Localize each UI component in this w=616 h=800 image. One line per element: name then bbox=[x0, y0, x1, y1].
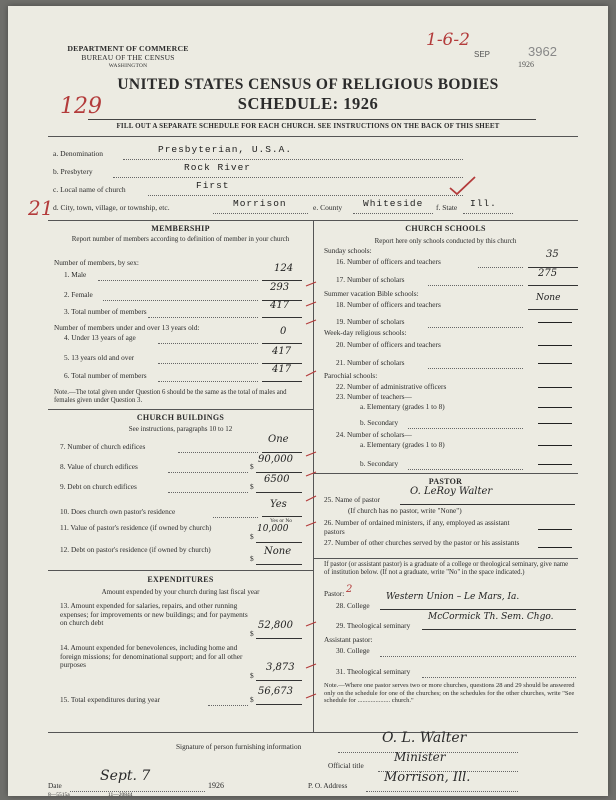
assistant-sublabel: Assistant pastor: bbox=[324, 635, 373, 644]
denomination-value: Presbyterian, U.S.A. bbox=[158, 144, 293, 155]
by-sex-label: Number of members, by sex: bbox=[54, 258, 139, 267]
q14-dollar: $ bbox=[250, 671, 254, 680]
margin-mark: 21 bbox=[28, 196, 54, 220]
q1-label: 1. Male bbox=[64, 270, 87, 279]
q6-value: 417 bbox=[272, 364, 292, 375]
q31-leader bbox=[422, 676, 576, 678]
q24b-label: b. Secondary bbox=[360, 459, 399, 468]
q26-dash bbox=[538, 529, 572, 530]
schools-title: CHURCH SCHOOLS bbox=[405, 224, 486, 233]
form-number: 8—5515a bbox=[48, 792, 70, 796]
department-block bbox=[48, 44, 208, 71]
q12-label: 12. Debt on pastor's residence (if owned by church) bbox=[60, 545, 211, 554]
county-value: Whiteside bbox=[363, 198, 424, 209]
date-value: Sept. 7 bbox=[100, 768, 151, 784]
q19-label: 19. Number of scholars bbox=[336, 317, 405, 326]
official-title-label: Official title bbox=[328, 761, 364, 770]
print-number: 11—20844 bbox=[108, 792, 133, 796]
q4-label: 4. Under 13 years of age bbox=[64, 333, 136, 342]
q12-value: None bbox=[264, 546, 292, 557]
presbytery-value: Rock River bbox=[184, 162, 252, 173]
q6-underline bbox=[262, 381, 302, 382]
q28-underline bbox=[380, 609, 576, 610]
handwritten-number: 129 bbox=[60, 94, 102, 119]
official-title-value: Minister bbox=[394, 750, 446, 764]
stamp-number: 3962 bbox=[528, 44, 557, 59]
q22-label: 22. Number of administrative officers bbox=[336, 382, 447, 391]
summer-label: Summer vacation Bible schools: bbox=[324, 289, 419, 298]
q1-value: 124 bbox=[274, 263, 294, 274]
q30-label: 30. College bbox=[336, 646, 370, 655]
q9-label: 9. Debt on church edifices bbox=[60, 482, 137, 491]
q25-note: (If church has no pastor, write "None") bbox=[348, 506, 462, 515]
q3-value: 417 bbox=[270, 300, 290, 311]
q29-underline bbox=[422, 629, 576, 630]
q13-underline bbox=[256, 638, 302, 639]
q31-label: 31. Theological seminary bbox=[336, 667, 411, 676]
q20-dash bbox=[538, 345, 572, 346]
q17-value: 275 bbox=[538, 268, 558, 279]
q23-label: 23. Number of teachers— bbox=[336, 392, 412, 401]
q7-value: One bbox=[268, 434, 289, 445]
date-label: Date bbox=[48, 781, 62, 790]
address-value: Morrison, Ill. bbox=[384, 770, 471, 785]
red-tally-marks bbox=[304, 276, 318, 386]
q4-underline bbox=[262, 343, 302, 344]
q15-underline bbox=[256, 704, 302, 705]
q2-leader bbox=[103, 299, 258, 301]
red-mark-2: 2 bbox=[346, 584, 353, 595]
q19-dash bbox=[538, 322, 572, 323]
city-label: d. City, town, village, or township, etc. bbox=[53, 203, 170, 212]
q14-label: 14. Amount expended for benevolences, including home and foreign missions; for denominational support; and for all other purposes bbox=[60, 643, 243, 669]
state-label: f. State bbox=[436, 203, 458, 212]
bureau-name: BUREAU OF THE CENSUS bbox=[81, 53, 175, 62]
q15-value: 56,673 bbox=[258, 686, 293, 697]
q8-leader bbox=[168, 471, 248, 473]
q18-value: None bbox=[536, 293, 561, 303]
q24b-dash bbox=[538, 464, 572, 465]
q28-value: Western Union – Le Mars, Ia. bbox=[386, 592, 520, 602]
q3-underline bbox=[262, 317, 302, 318]
city-name: WASHINGTON bbox=[108, 63, 148, 69]
buildings-title: CHURCH BUILDINGS bbox=[136, 413, 225, 422]
q24-label: 24. Number of scholars— bbox=[336, 430, 412, 439]
q28-label: 28. College bbox=[336, 601, 370, 610]
title-rule bbox=[88, 119, 536, 120]
q25-label: 25. Name of pastor bbox=[324, 495, 380, 504]
q8-label: 8. Value of church edifices bbox=[60, 462, 138, 471]
q8-value: 90,000 bbox=[258, 454, 293, 465]
college-intro: If pastor (or assistant pastor) is a graduate of a college or theological seminary, give name of institution below. (If not a graduate, write "No" in the space indicated.) bbox=[324, 561, 569, 576]
expenditures-rule bbox=[48, 570, 313, 571]
q9-dollar: $ bbox=[250, 482, 254, 491]
county-label: e. County bbox=[313, 203, 343, 212]
q1-leader bbox=[98, 279, 258, 281]
q5-leader bbox=[158, 362, 258, 364]
received-stamp-year: 1926 bbox=[518, 60, 534, 69]
schools-intro: Report here only schools conducted by this church bbox=[374, 237, 517, 245]
q23b-label: b. Secondary bbox=[360, 418, 399, 427]
q9-underline bbox=[256, 492, 302, 493]
instructions-line: FILL OUT A SEPARATE SCHEDULE FOR EACH CHURCH. SEE INSTRUCTIONS ON THE BACK OF THIS SHEET bbox=[116, 122, 500, 130]
census-schedule-sheet bbox=[8, 6, 608, 796]
college-rule bbox=[313, 558, 578, 559]
expenditures-title: EXPENDITURES bbox=[147, 575, 214, 584]
q3-leader bbox=[148, 316, 258, 318]
form-title: UNITED STATES CENSUS OF RELIGIOUS BODIES bbox=[117, 76, 499, 93]
q9-value: 6500 bbox=[264, 474, 290, 485]
buildings-rule bbox=[48, 409, 313, 410]
q29-value: McCormick Th. Sem. Chgo. bbox=[428, 612, 554, 622]
q12-dollar: $ bbox=[250, 554, 254, 563]
schedule-title: SCHEDULE: 1926 bbox=[237, 94, 379, 113]
city-value: Morrison bbox=[233, 198, 287, 209]
q16-leader bbox=[478, 266, 523, 268]
q2-value: 293 bbox=[270, 282, 290, 293]
q21-dash bbox=[538, 363, 572, 364]
q10-leader bbox=[213, 516, 258, 518]
q17-leader bbox=[428, 284, 523, 286]
signature-value: O. L. Walter bbox=[382, 730, 467, 746]
q13-value: 52,800 bbox=[258, 620, 293, 631]
q25-value: O. LeRoy Walter bbox=[410, 486, 493, 497]
county-line bbox=[353, 212, 433, 214]
address-line bbox=[366, 790, 518, 792]
q6-label: 6. Total number of members bbox=[64, 371, 147, 380]
q23b-dash bbox=[538, 423, 572, 424]
local-name-label: c. Local name of church bbox=[53, 185, 126, 194]
q8-underline bbox=[256, 472, 302, 473]
q4-value: 0 bbox=[280, 326, 287, 337]
sunday-label: Sunday schools: bbox=[324, 246, 372, 255]
q17-underline bbox=[528, 285, 578, 286]
q23a-dash bbox=[538, 407, 572, 408]
q10-label: 10. Does church own pastor's residence bbox=[60, 507, 176, 516]
received-stamp-month: SEP bbox=[474, 50, 491, 59]
q14-underline bbox=[256, 680, 302, 681]
address-label: P. O. Address bbox=[308, 781, 348, 790]
q12-underline bbox=[256, 564, 302, 565]
denomination-label: a. Denomination bbox=[53, 149, 103, 158]
q14-value: 3,873 bbox=[266, 662, 295, 673]
q8-dollar: $ bbox=[250, 462, 254, 471]
q23a-label: a. Elementary (grades 1 to 8) bbox=[360, 402, 445, 411]
q15-leader bbox=[208, 704, 248, 706]
expenditures-sub: Amount expended by your church during last fiscal year bbox=[101, 588, 260, 596]
q11-dollar: $ bbox=[250, 532, 254, 541]
q10-underline bbox=[262, 516, 302, 517]
membership-intro: Report number of members according to definition of member in your church bbox=[71, 235, 290, 243]
q7-label: 7. Number of church edifices bbox=[60, 442, 146, 451]
q20-label: 20. Number of officers and teachers bbox=[336, 340, 441, 349]
local-name-line bbox=[148, 194, 463, 196]
signature-label: Signature of person furnishing information bbox=[176, 742, 302, 751]
q18-label: 18. Number of officers and teachers bbox=[336, 300, 441, 309]
q15-label: 15. Total expenditures during year bbox=[60, 695, 161, 704]
q23b-leader bbox=[408, 427, 523, 429]
header-rule bbox=[48, 136, 578, 137]
weekday-label: Week-day religious schools: bbox=[324, 328, 407, 337]
q29-label: 29. Theological seminary bbox=[336, 621, 411, 630]
pastor-sublabel: Pastor: bbox=[324, 589, 345, 598]
q3-label: 3. Total number of members bbox=[64, 307, 147, 316]
q19-leader bbox=[428, 326, 523, 328]
q5-value: 417 bbox=[272, 346, 292, 357]
pastor-rule bbox=[313, 473, 578, 474]
q24b-leader bbox=[408, 468, 523, 470]
q6-leader bbox=[158, 380, 258, 382]
red-check-icon bbox=[448, 174, 478, 196]
state-line bbox=[463, 212, 513, 214]
q18-underline bbox=[528, 309, 578, 310]
q16-value: 35 bbox=[546, 249, 559, 260]
q1-underline bbox=[262, 280, 302, 281]
handwritten-code: 1-6-2 bbox=[426, 30, 470, 50]
q30-leader bbox=[380, 655, 576, 657]
q13-label: 13. Amount expended for salaries, repairs, and other running expenses; for improvements or new buildings; and for payments on church debt bbox=[60, 601, 248, 627]
q24a-label: a. Elementary (grades 1 to 8) bbox=[360, 440, 445, 449]
q7-underline bbox=[262, 452, 302, 453]
q24a-dash bbox=[538, 445, 572, 446]
local-name-value: First bbox=[196, 180, 230, 191]
membership-title: MEMBERSHIP bbox=[151, 224, 210, 233]
q7-leader bbox=[178, 451, 258, 453]
pastor-title: PASTOR bbox=[428, 477, 463, 486]
date-year: 1926 bbox=[208, 781, 224, 790]
q11-underline bbox=[256, 542, 302, 543]
age-intro: Number of members under and over 13 years old: bbox=[54, 323, 200, 332]
yes-no-hint: Yes or No bbox=[270, 518, 293, 524]
red-check-marks bbox=[304, 446, 318, 716]
city-line bbox=[213, 212, 308, 214]
q5-label: 5. 13 years old and over bbox=[64, 353, 135, 362]
q25-underline bbox=[400, 504, 575, 505]
q22-dash bbox=[538, 387, 572, 388]
q13-dollar: $ bbox=[250, 629, 254, 638]
buildings-sub: See instructions, paragraphs 10 to 12 bbox=[128, 425, 233, 433]
q27-label: 27. Number of other churches served by the pastor or his assistants bbox=[324, 538, 520, 547]
q21-leader bbox=[428, 367, 523, 369]
parochial-label: Parochial schools: bbox=[324, 371, 378, 380]
q26-label: 26. Number of ordained ministers, if any, employed as assistant pastors bbox=[324, 518, 510, 536]
q27-dash bbox=[538, 547, 572, 548]
state-value: Ill. bbox=[470, 198, 497, 209]
date-line bbox=[70, 790, 205, 792]
pastor-note: Note.—Where one pastor serves two or more churches, questions 28 and 29 should be answered only on the schedule for one of the churches; on the schedules for the other churches, write "See schedule for .................... church." bbox=[324, 682, 575, 705]
q21-label: 21. Number of scholars bbox=[336, 358, 405, 367]
q10-value: Yes bbox=[270, 499, 287, 510]
denomination-line bbox=[123, 158, 463, 160]
department-name: DEPARTMENT OF COMMERCE bbox=[67, 44, 189, 53]
signature-rule bbox=[48, 732, 578, 733]
q9-leader bbox=[168, 491, 248, 493]
q11-label: 11. Value of pastor's residence (if owned by church) bbox=[60, 523, 212, 532]
q16-label: 16. Number of officers and teachers bbox=[336, 257, 441, 266]
presbytery-label: b. Presbytery bbox=[53, 167, 93, 176]
presbytery-line bbox=[113, 176, 463, 178]
q2-label: 2. Female bbox=[64, 290, 93, 299]
q11-value: 10,000 bbox=[257, 524, 289, 534]
q17-label: 17. Number of scholars bbox=[336, 275, 405, 284]
membership-note: Note.—The total given under Question 6 should be the same as the total of males and females given under Question 3. bbox=[54, 389, 287, 404]
q4-leader bbox=[158, 342, 258, 344]
q15-dollar: $ bbox=[250, 695, 254, 704]
